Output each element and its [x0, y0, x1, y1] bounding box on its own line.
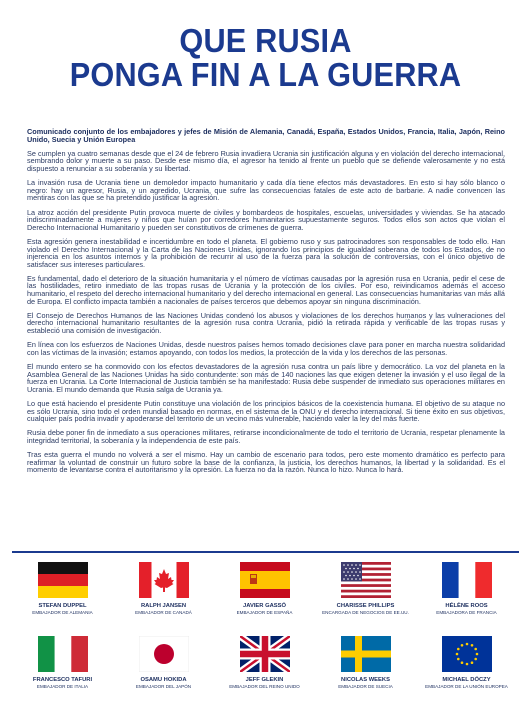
italy-flag-icon [38, 636, 88, 672]
signer-role: ENCARGADA DE NEGOCIOS DE EE.UU. [322, 609, 409, 615]
signer-spain [214, 562, 315, 615]
usa-flag-icon [341, 562, 391, 598]
title-line-2: PONGA FIN A LA GUERRA [69, 56, 462, 93]
statement-paragraph: En línea con los esfuerzos de Naciones Unidas, desde nuestros países hemos tomado decisiones clave para poner en marcha nuestra solidaridad con las víctimas de la invasión; estamos apoyando, con todos los medios, la protección de la vida y los derechos de las personas. [27, 340, 505, 357]
spain-flag-icon [240, 562, 290, 598]
signer-name: NICOLAS WEEKS [341, 677, 390, 683]
signer-role: EMBAJADOR DEL JAPÓN [135, 683, 192, 689]
signer-sweden [315, 636, 416, 689]
signer-name: JEFF GLEKIN [245, 677, 284, 683]
signer-role: EMBAJADOR DE SUECIA [338, 683, 393, 689]
signer-name: MICHAEL DÓCZY [442, 677, 491, 683]
signer-italy [12, 636, 113, 689]
signer-name: HÉLÈNE ROOS [445, 603, 488, 609]
france-flag-icon [442, 562, 492, 598]
signer-canada [113, 562, 214, 615]
statement-paragraph: Lo que está haciendo el presidente Putin constituye una violación de los principios básicos de la coexistencia humana. El objetivo de su ataque no es sólo Ucrania, sino todo el orden mundial basado en normas, en el sistema de la ONU y el derecho internacional. Si tiene éxito en sus objetivos, cualquier país podría invadir y apoderarse del territorio de un vecino más vulnerable, haciendo valer la ley del más fuerte. [27, 398, 505, 424]
statement-paragraph: Es fundamental, dado el deterioro de la situación humanitaria y el número de víctimas causadas por la agresión rusa en Ucrania, pedir el cese de las hostilidades, retiro inmediato de las tropas rusas de Ucrania y la protección de los civiles. Por eso, reivindicamos además el acceso humanitario, el respeto del derecho internacional humanitario y del derecho internacional en general. Las consecuencias humanitarias van más allá de Europa. El conflicto impacta también a nacionales de países terceros que debemos apoyar sin ninguna discriminación. [27, 273, 505, 306]
divider [12, 551, 519, 553]
signer-role: EMBAJADOR DE ALEMANIA [32, 609, 93, 615]
signer-japan [113, 636, 214, 689]
signer-role: EMBAJADOR DE CANADÁ [135, 609, 192, 615]
page-title [0, 24, 531, 92]
signer-name: STEFAN DUPPEL [38, 603, 87, 609]
signer-name: OSAMU HOKIDA [140, 677, 187, 683]
japan-flag-icon [139, 636, 189, 672]
statement-paragraph: Esta agresión genera inestabilidad e incertidumbre en todo el planeta. El gobierno ruso y sus patrocinadores son responsables de todo ello. Han violado el Derecho Internacional y la Carta de las Naciones Unidas, ignorando los principios de igualdad soberana de todos los Estados, de no injerencia en los asuntos internos y la prohibición de recurrir al uso de la fuerza para la solución de controversias, con el único objetivo de satisfacer sus intereses particulares. [27, 236, 505, 269]
statement-paragraph: La invasión rusa de Ucrania tiene un demoledor impacto humanitario y cada día tiene efectos más devastadores. En esto si hay sólo blanco o negro: hay un agresor, Rusia, y un agredido, Ucrania, que sufre las consecuencias fatales de este acto de barbarie. A nadie convencen las mentiras con las que se ha pretendido justificar la agresión. [27, 178, 505, 203]
germany-flag-icon [38, 562, 88, 598]
signer-name: CHARISSE PHILLIPS [336, 603, 395, 609]
signer-name: JAVIER GASSÓ [242, 603, 287, 609]
signer-germany [12, 562, 113, 615]
uk-flag-icon [240, 636, 290, 672]
signer-role: EMBAJADORA DE FRANCIA [436, 609, 497, 615]
signer-name: FRANCESCO TAFURI [32, 677, 93, 683]
statement-paragraph: El Consejo de Derechos Humanos de las Naciones Unidas condenó los abusos y violaciones de los derechos humanos y las vulneraciones del derecho internacional humanitario resultantes de la agresión rusa contra Ucrania, pidió la retirada rápida y verificable de las tropas rusas y estableció una comisión de investigación. [27, 310, 505, 336]
signer-uk [214, 636, 315, 689]
canada-flag-icon [139, 562, 189, 598]
statement-paragraph: Tras esta guerra el mundo no volverá a ser el mismo. Hay un cambio de escenario para todos, pero este momento dramático es perfecto para reafirmar la voluntad de construir un futuro sobre la base de la confianza, la justicia, los derechos humanos, la libertad y la solidaridad. Es el momento de levantarse contra el autoritarismo y la opresión. La fuerza no da la razón. Nunca lo hizo. Nunca lo hará. [27, 450, 505, 475]
signer-name: RALPH JANSEN [140, 603, 187, 609]
statement-paragraph: Rusia debe poner fin de inmediato a sus operaciones militares, retirarse incondicionalmente de todo el territorio de Ucrania, respetar plenamente la integridad territorial, la soberanía y la independencia de este país. [27, 428, 505, 445]
signer-role: EMBAJADOR DEL REINO UNIDO [229, 683, 300, 689]
sweden-flag-icon [341, 636, 391, 672]
signer-role: EMBAJADOR DE ITALIA [36, 683, 89, 689]
statement-paragraph: El mundo entero se ha conmovido con los efectos devastadores de la agresión rusa contra un país libre y democrático. La voz del planeta en la Asamblea General de las Naciones Unidas ha sido contundente: son más de 140 naciones las que exigen detener la invasión y el uso ilegal de la fuerza en Ucrania. La Corte Internacional de Justicia también se ha manifestado: Rusia debe suspender de inmediato sus operaciones militares en Ucrania. El mundo demanda que Rusia salga de Ucrania ya. [27, 362, 505, 394]
eu-flag-icon [442, 636, 492, 672]
title-line-1: QUE RUSIA [179, 22, 352, 59]
statement-paragraph: Se cumplen ya cuatro semanas desde que el 24 de febrero Rusia invadiera Ucrania sin justificación alguna y en violación del derecho internacional, sembrando dolor y muerte a su paso. Desde ese mismo día, el agresor ha tenido al frente un pueblo que se defiende valerosamente y no está dispuesto a renunciar a su soberanía y su libertad. [27, 148, 505, 173]
statement-lead: Comunicado conjunto de los embajadores y jefes de Misión de Alemania, Canadá, España, Estados Unidos, Francia, Italia, Japón, Reino Unido, Suecia y Unión Europea [27, 127, 505, 144]
signer-role: EMBAJADOR DE LA UNIÓN EUROPEA [425, 683, 508, 689]
signer-france [416, 562, 517, 615]
signer-eu [416, 636, 517, 689]
signer-role: EMBAJADOR DE ESPAÑA [236, 609, 293, 615]
statement-paragraph: La atroz acción del presidente Putin provoca muerte de civiles y bombardeos de hospitales, escuelas, universidades y viviendas. Se ha atacado indiscriminadamente a mujeres y niños que huían por corredores humanitarios supuestamente seguros. Todos ellos son actos que violan el Derecho Internacional Humanitario y pueden ser constitutivos de crímenes de guerra. [27, 207, 505, 232]
signer-usa [315, 562, 416, 615]
statement-body [27, 128, 505, 481]
